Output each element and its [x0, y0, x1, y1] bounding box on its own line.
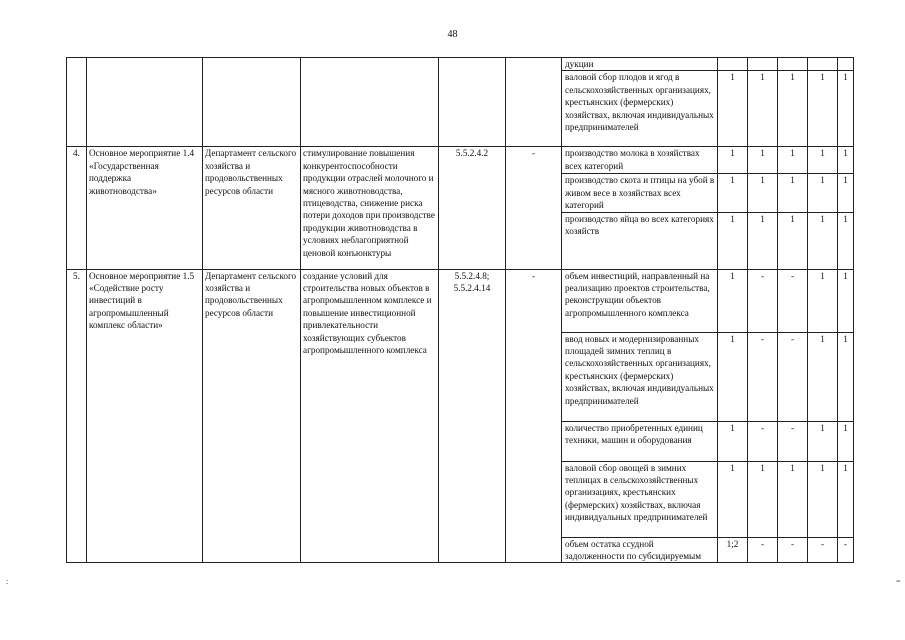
value-cell: 1	[748, 212, 778, 269]
value-cell: 1	[778, 71, 808, 147]
value-cell	[778, 58, 808, 71]
value-cell	[718, 58, 748, 71]
purpose: стимулирование повышения конкурентоспособности продукции отраслей молочного и мясного животноводства, птицеводства, снижение риска потери доходов при производстве продукции животноводства в условиях неблагоприятной ценовой конъюнктуры	[301, 147, 439, 269]
table-row	[67, 58, 854, 71]
program-code: 5.5.2.4.8; 5.5.2.4.14	[439, 269, 506, 563]
measures-table	[66, 57, 854, 563]
code-cell	[439, 58, 506, 147]
indicator-cell: дукции	[562, 58, 718, 71]
indicator-cell: валовой сбор плодов и ягод в сельскохозяйственных организациях, крестьянских (фермерских) хозяйствах, включая индивидуальных предпринимателей	[562, 71, 718, 147]
value-cell: -	[748, 269, 778, 332]
value-cell: -	[778, 269, 808, 332]
value-cell: 1	[778, 147, 808, 174]
indicator-cell: объем инвестиций, направленный на реализацию проектов строительства, реконструкции объектов агропромышленного комплекса	[562, 269, 718, 332]
value-cell: 1	[808, 147, 838, 174]
value-cell: 1	[748, 147, 778, 174]
value-cell: 1	[838, 269, 854, 332]
value-cell: 1	[808, 269, 838, 332]
executor-cell	[203, 58, 301, 147]
indicator-cell: валовой сбор овощей в зимних теплицах в сельскохозяйственных организациях, крестьянских (фермерских) хозяйствах, включая индивидуальных предпринимателей	[562, 461, 718, 537]
value-cell: 1	[808, 332, 838, 421]
value-cell: -	[748, 421, 778, 461]
purpose-cell	[301, 58, 439, 147]
value-cell: 1	[778, 461, 808, 537]
value-cell: 1	[748, 71, 778, 147]
value-cell: 1	[718, 269, 748, 332]
indicator-cell: производство скота и птицы на убой в живом весе в хозяйствах всех категорий	[562, 174, 718, 212]
measure-name: Основное мероприятие 1.4 «Государственная поддержка животноводства»	[87, 147, 203, 269]
executor: Департамент сельского хозяйства и продовольственных ресурсов области	[203, 269, 301, 563]
value-cell: 1	[808, 421, 838, 461]
value-cell: 1	[718, 421, 748, 461]
value-cell: 1	[838, 174, 854, 212]
value-cell: -	[748, 332, 778, 421]
value-cell: 1	[718, 71, 748, 147]
row-number: 4.	[67, 147, 87, 269]
value-cell: -	[838, 537, 854, 563]
purpose: создание условий для строительства новых объектов в агропромышленном комплексе и повышение инвестиционной привлекательности хозяйствующих субъектов агропромышленного комплекса	[301, 269, 439, 563]
right-edge-mark: =	[896, 577, 901, 586]
row-number: 5.	[67, 269, 87, 563]
dash-value: -	[506, 269, 562, 563]
indicator-cell: ввод новых и модернизированных площадей зимних теплиц в сельскохозяйственных организациях, крестьянских (фермерских) хозяйствах, включая индивидуальных предпринимателей	[562, 332, 718, 421]
executor: Департамент сельского хозяйства и продовольственных ресурсов области	[203, 147, 301, 269]
value-cell	[748, 58, 778, 71]
value-cell: 1	[718, 212, 748, 269]
value-cell: 1	[748, 461, 778, 537]
measure-name: Основное мероприятие 1.5 «Содействие росту инвестиций в агропромышленный комплекс области»	[87, 269, 203, 563]
page-number: 48	[447, 29, 458, 40]
indicator-cell: производство яйца во всех категориях хозяйств	[562, 212, 718, 269]
value-cell: 1	[808, 174, 838, 212]
value-cell: 1	[838, 147, 854, 174]
value-cell: 1	[838, 71, 854, 147]
value-cell: 1	[808, 461, 838, 537]
indicator-cell: количество приобретенных единиц техники, машин и оборудования	[562, 421, 718, 461]
value-cell: 1	[838, 332, 854, 421]
value-cell: 1	[718, 461, 748, 537]
value-cell: 1	[718, 147, 748, 174]
value-cell: 1	[838, 421, 854, 461]
table-row	[67, 147, 854, 174]
value-cell: 1	[748, 174, 778, 212]
value-cell: 1	[718, 174, 748, 212]
value-cell	[808, 58, 838, 71]
left-edge-mark: :	[6, 577, 9, 586]
dash-cell	[506, 58, 562, 147]
dash-value: -	[506, 147, 562, 269]
value-cell: 1	[808, 71, 838, 147]
value-cell: 1	[838, 461, 854, 537]
indicator-cell: производство молока в хозяйствах всех категорий	[562, 147, 718, 174]
value-cell: -	[808, 537, 838, 563]
value-cell: -	[748, 537, 778, 563]
program-code: 5.5.2.4.2	[439, 147, 506, 269]
value-cell: 1	[778, 174, 808, 212]
value-cell: 1;2	[718, 537, 748, 563]
num-cell	[67, 58, 87, 147]
value-cell: -	[778, 537, 808, 563]
measure-cell	[87, 58, 203, 147]
indicator-cell: объем остатка ссудной задолженности по субсидируемым	[562, 537, 718, 563]
value-cell: -	[778, 421, 808, 461]
value-cell	[838, 58, 854, 71]
value-cell: 1	[808, 212, 838, 269]
value-cell: 1	[778, 212, 808, 269]
value-cell: 1	[838, 212, 854, 269]
value-cell: -	[778, 332, 808, 421]
value-cell: 1	[718, 332, 748, 421]
table-row	[67, 269, 854, 332]
